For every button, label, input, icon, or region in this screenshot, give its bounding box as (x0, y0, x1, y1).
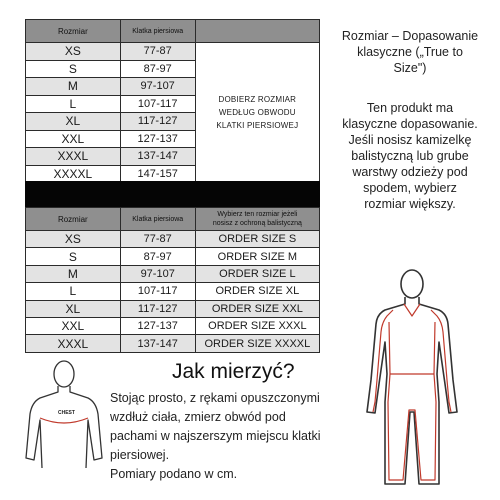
chest-cell: 147-157 (120, 165, 195, 183)
chest-cell: 107-117 (120, 95, 195, 113)
size-cell: XXL (26, 130, 121, 148)
table-header (26, 20, 320, 43)
size-table-ballistic (25, 207, 320, 353)
size-cell: XS (26, 231, 121, 248)
chest-cell: 127-137 (120, 317, 195, 334)
fit-desc-line: Jeśli nosisz kamizelkę (348, 133, 472, 147)
size-table-basic (25, 19, 320, 183)
size-cell: L (26, 283, 121, 300)
size-cell: L (26, 95, 121, 113)
chest-cell: 77-87 (120, 43, 195, 61)
chest-cell: 77-87 (120, 231, 195, 248)
size-cell: XL (26, 300, 121, 317)
header-choose-size (195, 208, 319, 231)
size-advice-note (195, 43, 319, 183)
table-row (26, 248, 320, 265)
fit-desc-line: warstwy odzieży pod (352, 165, 468, 179)
table-row (26, 300, 320, 317)
measure-line: Stojąc prosto, z rękami opuszczonymi (110, 391, 320, 405)
note-line: KLATKI PIERSIOWEJ (216, 121, 299, 130)
chest-cell: 107-117 (120, 283, 195, 300)
order-size-cell: ORDER SIZE L (195, 265, 319, 282)
table-row (26, 283, 320, 300)
fit-description (330, 100, 490, 212)
chest-cell: 117-127 (120, 113, 195, 131)
table-row (26, 43, 320, 61)
size-cell: M (26, 265, 121, 282)
table-row (26, 231, 320, 248)
header-line: Wybierz ten rozmiar jeżeli (217, 211, 298, 218)
size-cell: XS (26, 43, 121, 61)
table-row (26, 317, 320, 334)
chest-cell: 97-107 (120, 265, 195, 282)
measure-line: pachami w najszerszym miejscu klatki (110, 429, 321, 443)
fit-desc-line: rozmiar większy. (364, 197, 456, 211)
fit-title-line: klasyczne („True to (357, 45, 463, 59)
chest-label: CHEST (58, 410, 75, 416)
how-to-measure-body (110, 389, 330, 484)
fit-desc-line: spodem, wybierz (363, 181, 457, 195)
chest-measure-figure (18, 358, 110, 478)
note-line: WEDŁUG OBWODU (218, 108, 296, 117)
chest-cell: 87-97 (120, 248, 195, 265)
table-row (26, 265, 320, 282)
fit-desc-line: klasyczne dopasowanie. (342, 117, 478, 131)
size-cell: XXXL (26, 148, 121, 166)
chest-cell: 137-147 (120, 335, 195, 352)
table-row (26, 335, 320, 352)
size-cell: XXXL (26, 335, 121, 352)
full-body-figure (355, 262, 470, 492)
header-empty (195, 20, 319, 43)
header-size: Rozmiar (26, 20, 121, 43)
header-size: Rozmiar (26, 208, 121, 231)
size-cell: XL (26, 113, 121, 131)
chest-cell: 127-137 (120, 130, 195, 148)
order-size-cell: ORDER SIZE S (195, 231, 319, 248)
table-header (26, 208, 320, 231)
header-line: nosisz z ochroną balistyczną (212, 220, 302, 227)
chest-cell: 97-107 (120, 78, 195, 96)
order-size-cell: ORDER SIZE XXXL (195, 317, 319, 334)
chest-cell: 137-147 (120, 148, 195, 166)
size-cell: M (26, 78, 121, 96)
separator-band (25, 181, 320, 207)
fit-desc-line: balistyczną lub grube (351, 149, 469, 163)
measure-line: piersiowej. (110, 448, 170, 462)
fit-title-line: Rozmiar – Dopasowanie (341, 29, 479, 43)
measure-line: wzdłuż ciała, zmierz obwód pod (110, 410, 286, 424)
header-chest: Klatka piersiowa (120, 20, 195, 43)
measure-line: Pomiary podano w cm. (110, 467, 238, 481)
fit-title (330, 28, 490, 76)
fit-title-line: Size") (393, 61, 427, 75)
order-size-cell: ORDER SIZE XXL (195, 300, 319, 317)
chest-cell: 117-127 (120, 300, 195, 317)
size-cell: XXXXL (26, 165, 121, 183)
note-line: DOBIERZ ROZMIAR (218, 95, 297, 104)
order-size-cell: ORDER SIZE XL (195, 283, 319, 300)
how-to-measure-title: Jak mierzyć? (172, 360, 295, 383)
size-cell: S (26, 248, 121, 265)
order-size-cell: ORDER SIZE XXXXL (195, 335, 319, 352)
header-chest: Klatka piersiowa (120, 208, 195, 231)
fit-desc-line: Ten produkt ma (366, 101, 454, 115)
size-cell: XXL (26, 317, 121, 334)
size-cell: S (26, 60, 121, 78)
chest-cell: 87-97 (120, 60, 195, 78)
order-size-cell: ORDER SIZE M (195, 248, 319, 265)
